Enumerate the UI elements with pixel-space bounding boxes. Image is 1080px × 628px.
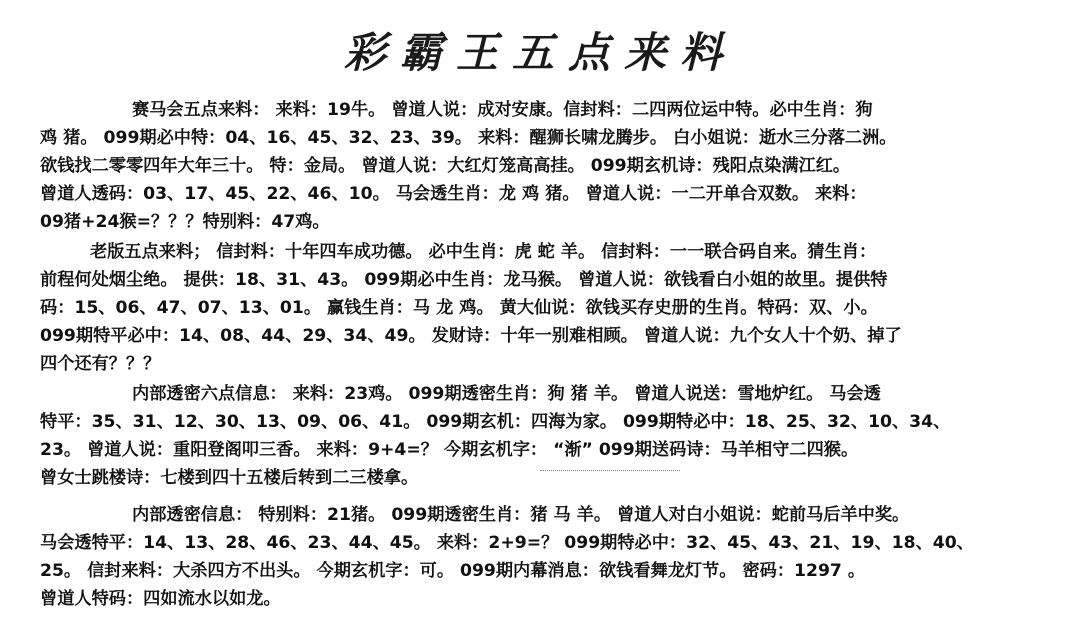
text-line: 曾女士跳楼诗：七楼到四十五楼后转到二三楼拿。 (40, 468, 419, 488)
scan-artifact (540, 470, 680, 477)
text-line: 欲钱找二零零四年大年三十。 特：金局。 曾道人说：大红灯笼高高挂。 099期玄机诗：残阳点染满江红。 (40, 156, 851, 176)
text-line: 老版五点来料； 信封料：十年四车成功德。 必中生肖：虎 蛇 羊。 信封料：一一联合码自来。猜生肖： (90, 242, 877, 262)
text-line: 099期特平必中：14、08、44、29、34、49。 发财诗：十年一别难相顾。 曾道人说：九个女人十个奶、掉了 (40, 326, 902, 346)
text-line: 前程何处烟尘绝。 提供：18、31、43。 099期必中生肖：龙马猴。 曾道人说：欲钱看白小姐的故里。提供特 (40, 270, 888, 290)
text-line: 鸡 猪。 099期必中特：04、16、45、32、23、39。 来料：醒狮长啸龙腾步。 白小姐说：逝水三分落二洲。 (40, 128, 897, 148)
text-line: 特平：35、31、12、30、13、09、06、41。 099期玄机：四海为家。 099期特必中：18、25、32、10、34、 (40, 412, 951, 432)
text-line: 曾道人特码：四如流水以如龙。 (40, 589, 281, 609)
text-line: 赛马会五点来料： 来料：19牛。 曾道人说：成对安康。信封料：二四两位运中特。必中生肖：狗 (132, 100, 873, 120)
text-line: 内部透密六点信息： 来料：23鸡。 099期透密生肖：狗 猪 羊。 曾道人说送：雪地炉红。 马会透 (132, 384, 881, 404)
text-line: 四个还有？？？ (40, 354, 161, 374)
text-line: 09猪+24猴=？？？特别料：47鸡。 (40, 212, 330, 232)
section-saimahui (40, 96, 1050, 236)
page-title: 彩霸王五点来料 (343, 28, 736, 77)
text-line: 内部透密信息： 特别料：21猪。 099期透密生肖：猪 马 羊。 曾道人对白小姐说：蛇前马后羊中奖。 (132, 505, 910, 525)
text-line: 23。 曾道人说：重阳登阁叩三香。 来料：9+4=？ 今期玄机字： “渐” 099期送码诗：马羊相守二四猴。 (40, 440, 859, 460)
section-laoban (40, 238, 1050, 378)
text-line: 25。 信封来料：大杀四方不出头。 今期玄机字：可。 099期内幕消息：欲钱看舞龙灯节。 密码：1297 。 (40, 561, 866, 581)
text-line: 码：15、06、47、07、13、01。 赢钱生肖：马 龙 鸡。 黄大仙说：欲钱买存史册的生肖。特码：双、小。 (40, 298, 878, 318)
section-neibu (40, 501, 1050, 613)
text-line: 曾道人透码：03、17、45、22、46、10。 马会透生肖：龙 鸡 猪。 曾道人说：一二开单合双数。 来料： (40, 184, 867, 204)
text-line: 马会透特平：14、13、28、46、23、44、45。 来料：2+9=？ 099期特必中：32、45、43、21、19、18、40、 (40, 533, 974, 553)
